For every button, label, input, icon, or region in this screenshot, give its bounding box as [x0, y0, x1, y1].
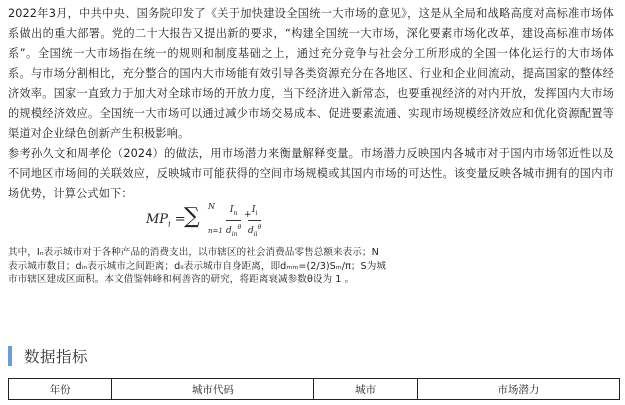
section-title: 数据指标	[24, 348, 89, 366]
section-heading	[8, 346, 88, 366]
paragraph-intro: 2022年3月，中共中央、国务院印发了《关于加快建设全国统一大市场的意见》，这是从全局和战略高度对高标准市场体系做出的重大部署。党的二十大报告又提出新的要求，“构建全国统一大市场，深化要素市场化改革，建设高标准市场体系”。全国统一大市场指在统一的规则和制度基础之上，通过充分竞争与社会分工所形成的全国一体化运行的大市场体系。与市场分割相比，充分整合的国内大市场能有效引导各类资源充分在各地区、行业和企业间流动，提高国家的整体经济效率。国家一直致力于加大对全球市场的开放力度，当下经济进入新常态，也要重视经济的对内开放，发挥国内大市场的规模经济效应。全国统一大市场可以通过减少市场交易成本、促进要素流通、实现市场规模经济效应和优化资源配置等渠道对企业绿色创新产生积极影响。	[8, 7, 614, 140]
paragraph-method: 参考孙久文和周孝伦（2024）的做法，用市场潜力来衡量解释变量。市场潜力反映国内各城市对于国内市场邻近性以及不同地区市场间的关联效应，反映城市可能获得的空间市场规模或其国内市场的可达性。该变量反映各城市拥有的国内市场优势，计算公式如下：	[8, 147, 614, 200]
column-header-city: 城市	[314, 379, 417, 400]
column-header-city-code: 城市代码	[112, 379, 314, 400]
formula-note: 其中，Iₙ表示城市对于各种产品的消费支出，以市辖区的社会消费品零售总额来表示；N 表示城市数目；dᵢₙ表示城市之间距离；dᵢᵢ表示城市自身距离，即dₘₘ=(2/3)Sₘ/π；S为城市市辖区建成区面积。本文借鉴韩峰和柯善咨的研究，将距离衰减参数θ设为 1 。	[8, 247, 386, 285]
formula-sum-lower: n=1	[208, 227, 223, 235]
formula-fraction-1: $I_n$ $d_{in}^\theta$	[226, 205, 242, 238]
document-body	[8, 4, 614, 287]
column-header-year: 年份	[9, 379, 112, 400]
column-header-market-potential: 市场潜力	[417, 379, 619, 400]
formula-fraction-2: $I_i$ $d_{ii}^\theta$	[248, 205, 262, 238]
formula-lhs: $MP_i$ =	[146, 212, 186, 229]
section-accent-bar	[8, 346, 12, 366]
market-potential-formula	[8, 202, 614, 246]
formula-sum-upper: N	[208, 202, 215, 211]
data-indicator-table	[8, 378, 620, 400]
formula-sum-symbol: ∑	[184, 204, 200, 229]
table-header-row	[9, 379, 620, 400]
formula-operator: +	[244, 210, 252, 220]
